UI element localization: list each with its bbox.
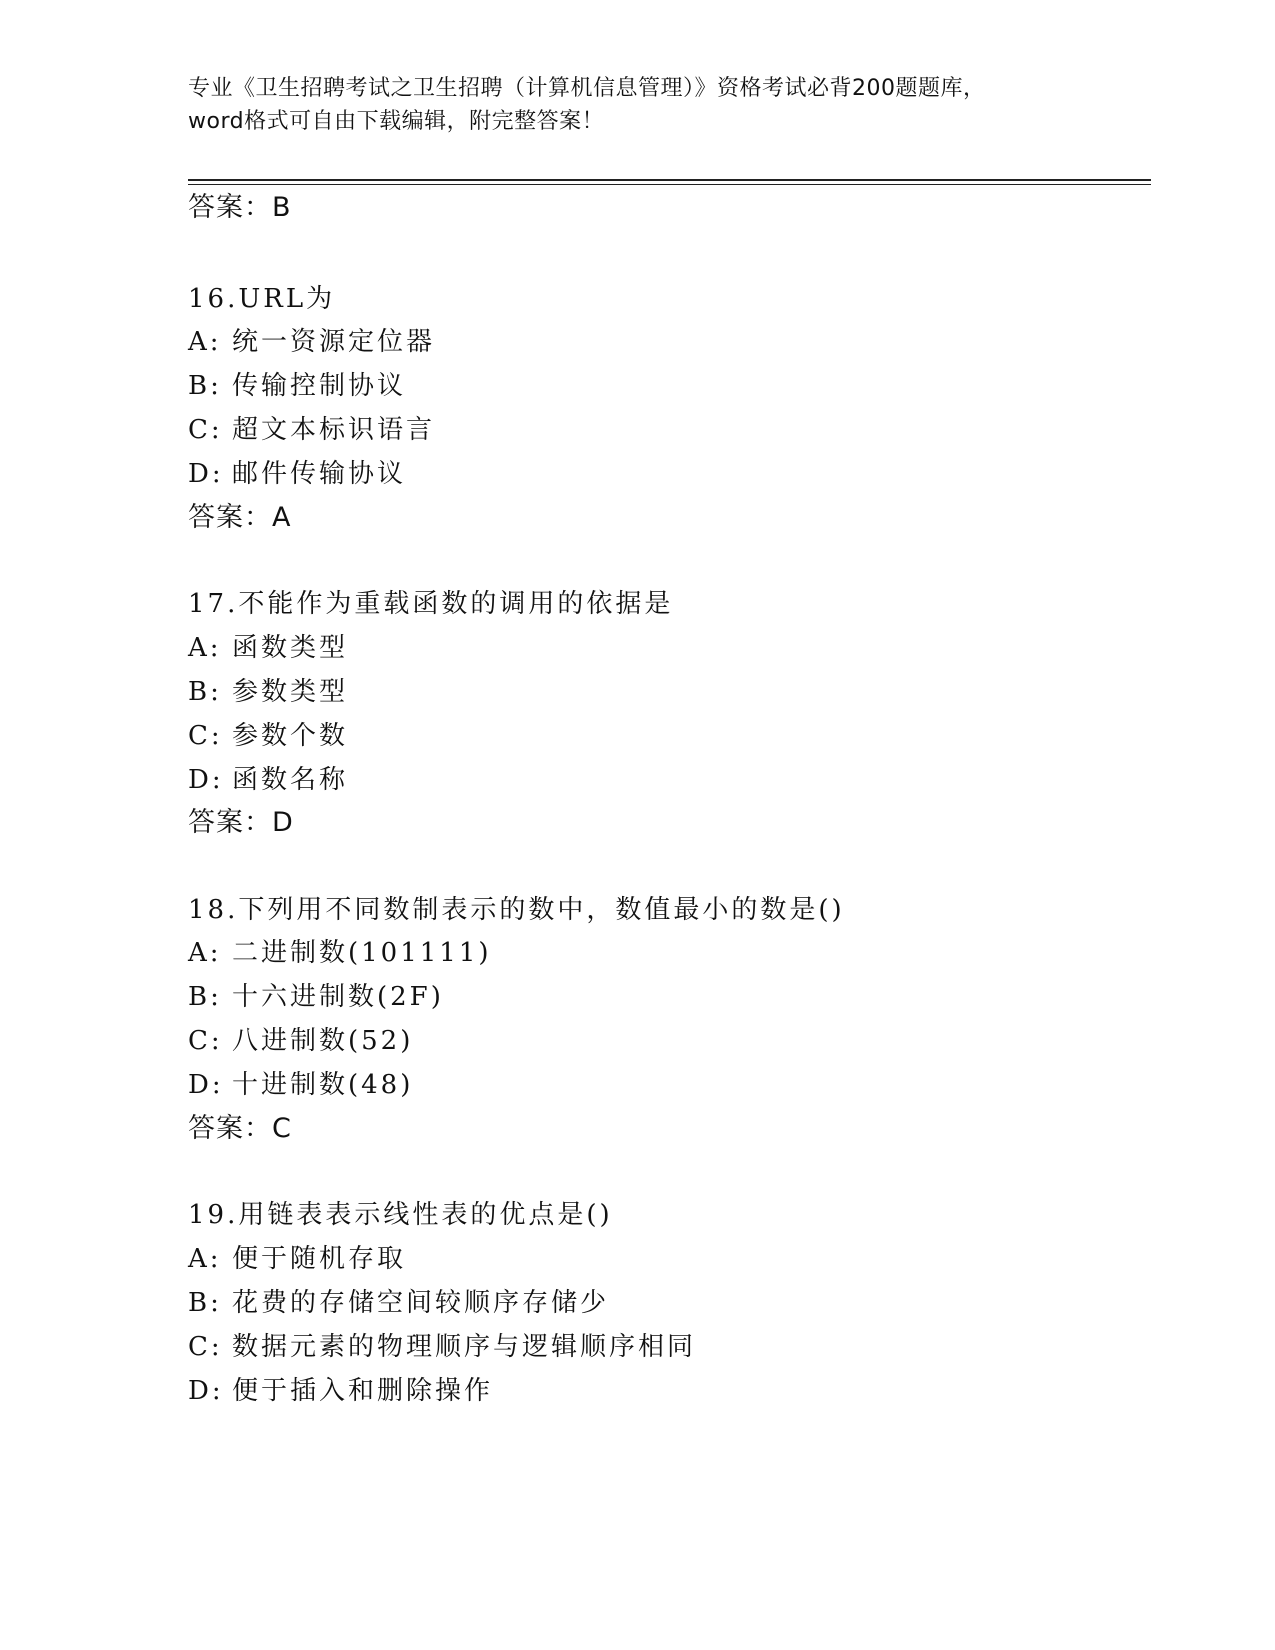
question-18-answer: 答案：C <box>188 1113 292 1144</box>
question-19-option-c <box>188 1331 696 1363</box>
option-letter: C: <box>188 721 223 751</box>
header-line-1: 专业《卫生招聘考试之卫生招聘（计算机信息管理）》资格考试必背200题题库， <box>188 76 986 101</box>
option-letter: A: <box>188 1244 222 1274</box>
option-text: 十六进制数(2F) <box>232 982 444 1012</box>
option-text: 函数类型 <box>232 633 349 663</box>
header-divider-thick <box>188 179 1151 181</box>
option-text: 二进制数(101111) <box>232 938 492 968</box>
question-17-option-a <box>188 632 348 664</box>
question-16-option-b <box>188 370 406 402</box>
option-text: 函数名称 <box>232 765 349 795</box>
option-text: 统一资源定位器 <box>232 327 436 357</box>
answer-prev: 答案：B <box>188 192 292 223</box>
question-16-answer: 答案：A <box>188 502 292 533</box>
option-text: 邮件传输协议 <box>232 459 407 489</box>
option-text: 数据元素的物理顺序与逻辑顺序相同 <box>232 1332 697 1362</box>
question-19-title: 19.用链表表示线性表的优点是() <box>188 1200 613 1230</box>
option-text: 十进制数(48) <box>232 1070 414 1100</box>
option-letter: B: <box>188 1288 222 1318</box>
question-16-option-c <box>188 414 435 446</box>
question-19-option-b <box>188 1287 609 1319</box>
option-letter: B: <box>188 982 222 1012</box>
header-line-2: word格式可自由下载编辑，附完整答案！ <box>188 109 605 134</box>
question-19-option-a <box>188 1243 406 1275</box>
question-16-option-a <box>188 326 435 358</box>
question-18-option-a <box>188 937 492 969</box>
question-17-answer: 答案：D <box>188 807 294 838</box>
question-18-option-d <box>188 1069 413 1101</box>
option-letter: C: <box>188 415 223 445</box>
question-16-title: 16.URL为 <box>188 284 336 314</box>
document-header <box>188 72 1088 138</box>
option-text: 传输控制协议 <box>232 371 407 401</box>
option-text: 参数个数 <box>232 721 349 751</box>
option-text: 超文本标识语言 <box>232 415 436 445</box>
option-text: 八进制数(52) <box>232 1026 414 1056</box>
option-letter: D: <box>188 459 224 489</box>
option-letter: C: <box>188 1332 223 1362</box>
question-17-title: 17.不能作为重载函数的调用的依据是 <box>188 589 674 619</box>
option-letter: D: <box>188 1376 224 1406</box>
option-letter: B: <box>188 371 222 401</box>
option-text: 便于随机存取 <box>232 1244 407 1274</box>
option-letter: B: <box>188 677 222 707</box>
option-text: 便于插入和删除操作 <box>232 1376 494 1406</box>
option-letter: A: <box>188 633 222 663</box>
question-16-option-d <box>188 458 406 490</box>
question-18-option-c <box>188 1025 413 1057</box>
option-letter: A: <box>188 938 222 968</box>
option-letter: D: <box>188 1070 224 1100</box>
option-letter: C: <box>188 1026 223 1056</box>
question-17-option-b <box>188 676 348 708</box>
header-divider-thin <box>188 184 1151 185</box>
option-letter: D: <box>188 765 224 795</box>
option-text: 花费的存储空间较顺序存储少 <box>232 1288 610 1318</box>
question-18-title: 18.下列用不同数制表示的数中，数值最小的数是() <box>188 895 845 925</box>
question-19-option-d <box>188 1375 493 1407</box>
option-letter: A: <box>188 327 222 357</box>
option-text: 参数类型 <box>232 677 349 707</box>
question-18-option-b <box>188 981 444 1013</box>
question-17-option-d <box>188 764 348 796</box>
question-17-option-c <box>188 720 348 752</box>
